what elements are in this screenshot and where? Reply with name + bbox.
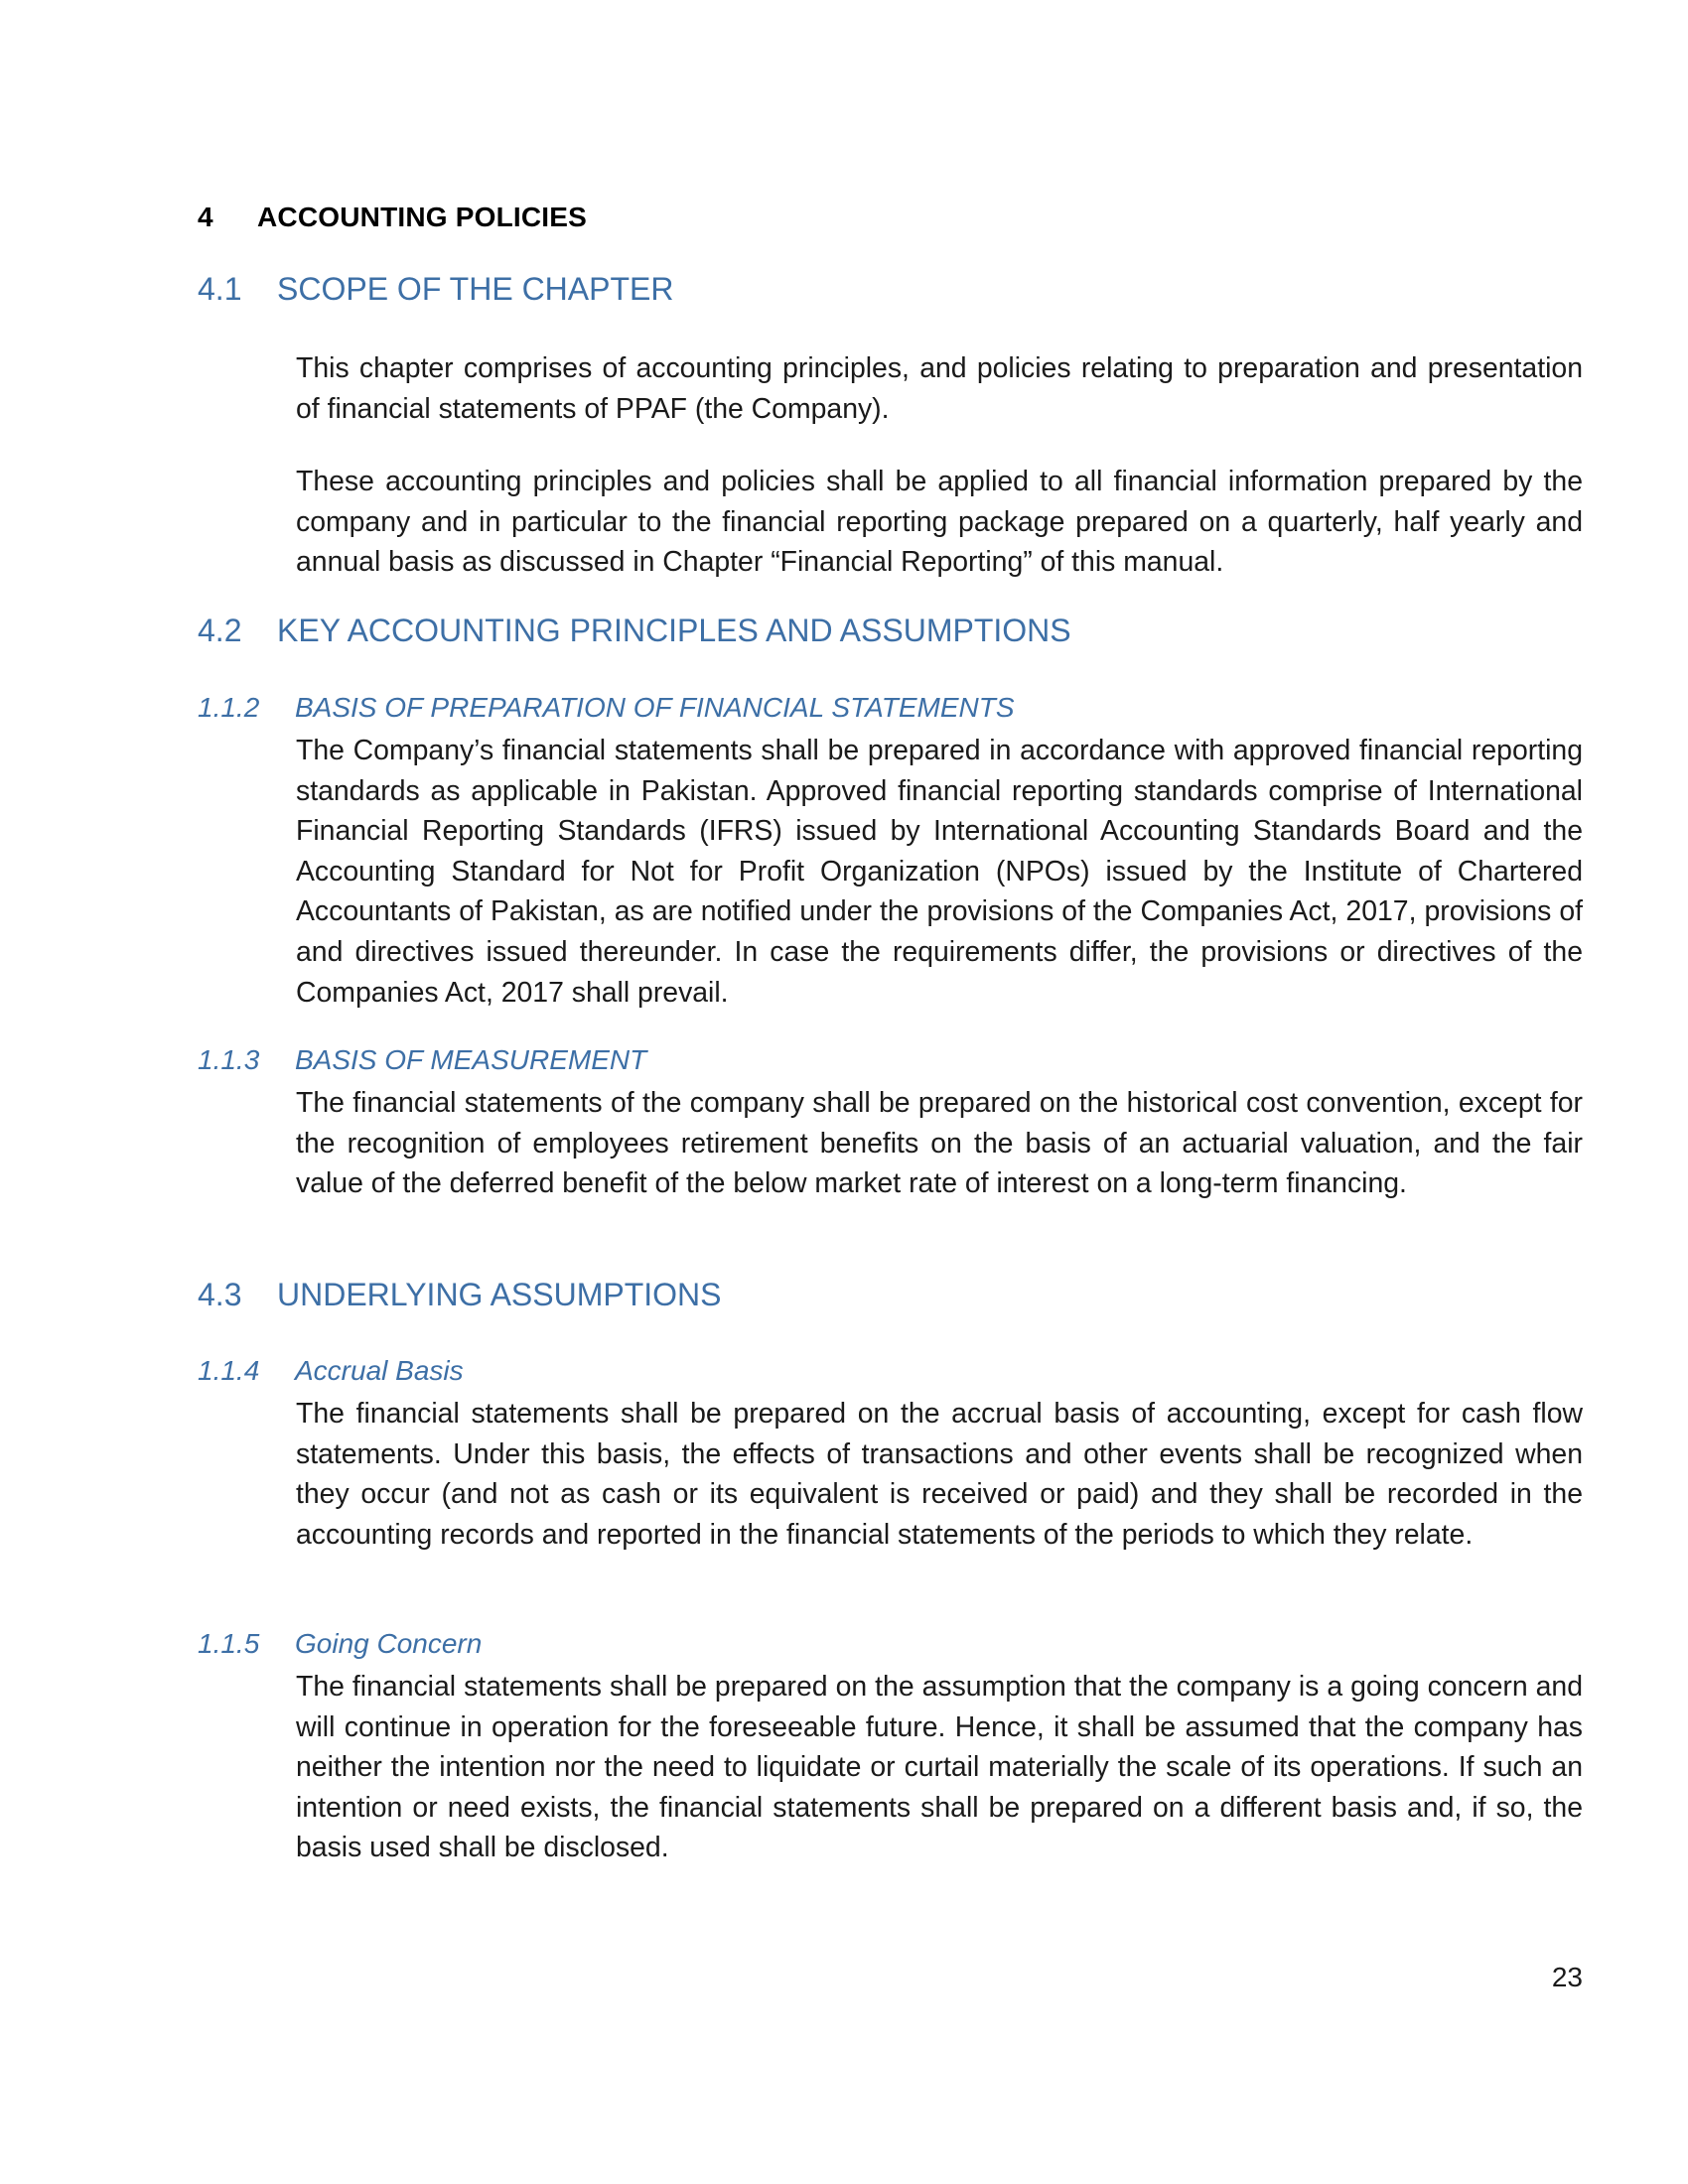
going-concern-paragraph: The financial statements shall be prepared on the assumption that the company is a going concern and will continue in operation for the foreseeable future. Hence, it shall be assumed that the company has neither the intention nor the need to liquidate or curtail materially the scale of its operations. If such an intention or need exists, the financial statements shall be prepared on a different basis and, if so, the basis used shall be disclosed. xyxy=(296,1671,1583,1864)
page-number: 23 xyxy=(1551,1962,1583,1992)
section-number: 4.3 xyxy=(198,1277,242,1312)
chapter-heading xyxy=(198,202,587,233)
section-heading-4-3 xyxy=(198,1277,721,1313)
section-heading-4-1 xyxy=(198,271,673,308)
subsection-heading-1-1-3 xyxy=(198,1044,646,1076)
section-number: 4.1 xyxy=(198,271,242,307)
chapter-title: ACCOUNTING POLICIES xyxy=(257,202,588,232)
basis-of-preparation-paragraph: The Company’s financial statements shall be prepared in accordance with approved financial reporting standards as applicable in Pakistan. Approved financial reporting standards comprise of International Financial Reporting Standards (IFRS) issued by International Accounting Standards Board and the Accounting Standard for Not for Profit Organization (NPOs) issued by the Institute of Chartered Accountants of Pakistan, as are notified under the provisions of the Companies Act, 2017, provisions of and directives issued thereunder. In case the requirements differ, the provisions or directives of the Companies Act, 2017 shall prevail. xyxy=(296,735,1583,1009)
subsection-title: Accrual Basis xyxy=(295,1355,464,1386)
subsection-heading-1-1-2 xyxy=(198,692,1015,724)
subsection-title: Going Concern xyxy=(295,1628,483,1659)
subsection-heading-1-1-4 xyxy=(198,1355,464,1387)
section-title: KEY ACCOUNTING PRINCIPLES AND ASSUMPTIONS xyxy=(277,613,1071,648)
accrual-basis-paragraph: The financial statements shall be prepared on the accrual basis of accounting, except for cash flow statements. Under this basis, the effects of transactions and other events shall be recognized when they occur (and not as cash or its equivalent is received or paid) and they shall be recorded in the accounting records and reported in the financial statements of the periods to which they relate. xyxy=(296,1398,1583,1551)
subsection-number: 1.1.4 xyxy=(198,1355,260,1386)
section-heading-4-2 xyxy=(198,613,1071,649)
subsection-heading-1-1-5 xyxy=(198,1628,482,1660)
subsection-number: 1.1.2 xyxy=(198,692,260,723)
subsection-title: BASIS OF PREPARATION OF FINANCIAL STATEMENTS xyxy=(295,692,1015,723)
chapter-number: 4 xyxy=(198,202,213,232)
subsection-number: 1.1.3 xyxy=(198,1044,260,1075)
basis-of-measurement-paragraph: The financial statements of the company shall be prepared on the historical cost convention, except for the recognition of employees retirement benefits on the basis of an actuarial valuation, and the fair value of the deferred benefit of the below market rate of interest on a long-term financing. xyxy=(296,1087,1583,1200)
scope-paragraph-2: These accounting principles and policies shall be applied to all financial information prepared by the company and in particular to the financial reporting package prepared on a quarterly, half yearly and annual basis as discussed in Chapter “Financial Reporting” of this manual. xyxy=(296,466,1583,579)
subsection-title: BASIS OF MEASUREMENT xyxy=(295,1044,647,1075)
scope-paragraph-1: This chapter comprises of accounting principles, and policies relating to preparation and presentation of financial statements of PPAF (the Company). xyxy=(296,352,1583,425)
section-number: 4.2 xyxy=(198,613,242,648)
subsection-number: 1.1.5 xyxy=(198,1628,260,1659)
section-title: SCOPE OF THE CHAPTER xyxy=(277,271,674,307)
section-title: UNDERLYING ASSUMPTIONS xyxy=(277,1277,722,1312)
